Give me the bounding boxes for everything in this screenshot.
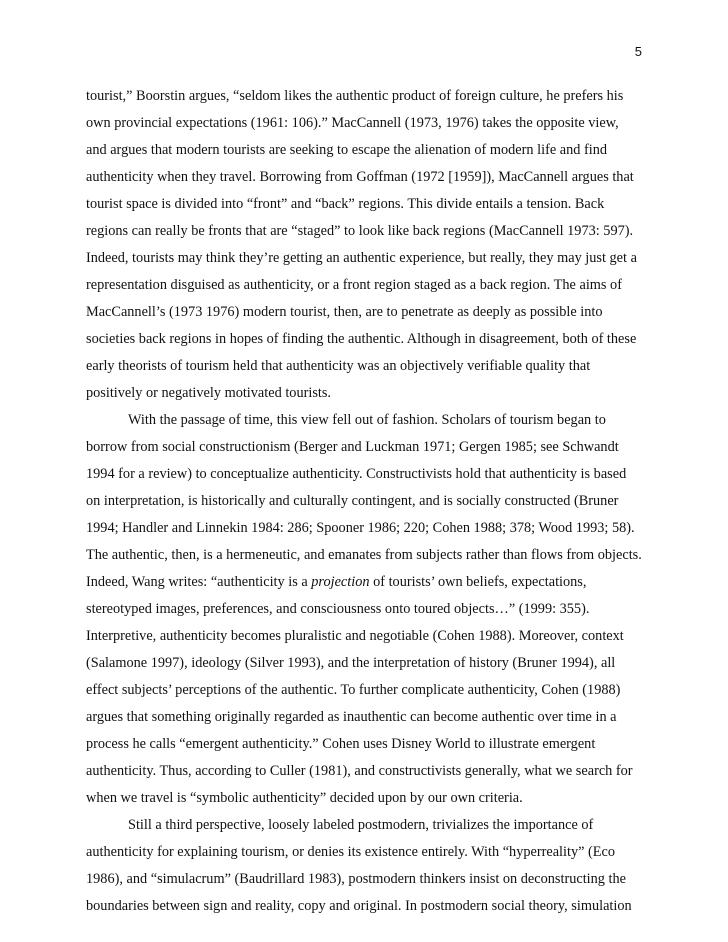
text-line	[86, 569, 643, 596]
text-line: effect subjects’ perceptions of the authentic. To further complicate authenticity, Cohen (1988)	[86, 682, 621, 698]
text-line: argues that something originally regarded as inauthentic can become authentic over time in a	[86, 709, 617, 725]
text-line: 1994 for a review) to conceptualize authenticity. Constructivists hold that authenticity is based	[86, 466, 627, 482]
text-line: Indeed, tourists may think they’re getting an authentic experience, but really, they may just get a	[86, 250, 637, 266]
page-number: 5	[634, 44, 642, 59]
text-line: authenticity. Thus, according to Culler (1981), and constructivists generally, what we search for	[86, 763, 633, 779]
text-line: authenticity for explaining tourism, or denies its existence entirely. With “hyperreality” (Eco	[86, 844, 616, 860]
text-line: borrow from social constructionism (Berger and Luckman 1971; Gergen 1985; see Schwandt	[86, 439, 619, 455]
italic-term: projection	[311, 574, 370, 590]
text-line: regions can really be fronts that are “staged” to look like back regions (MacCannell 1973: 597).	[86, 223, 634, 239]
text-line: on interpretation, is historically and culturally contingent, and is socially constructed (Bruner	[86, 493, 619, 509]
text-line: and argues that modern tourists are seeking to escape the alienation of modern life and find	[86, 142, 608, 158]
text-line: Still a third perspective, loosely labeled postmodern, trivializes the importance of	[128, 817, 594, 833]
text-line: early theorists of tourism held that authenticity was an objectively verifiable quality that	[86, 358, 591, 374]
text-line: boundaries between sign and reality, copy and original. In postmodern social theory, simulation	[86, 898, 632, 914]
text-line: when we travel is “symbolic authenticity” decided upon by our own criteria.	[86, 790, 523, 806]
text-line: Interpretive, authenticity becomes pluralistic and negotiable (Cohen 1988). Moreover, context	[86, 628, 624, 644]
text-line: positively or negatively motivated tourists.	[86, 385, 331, 401]
text-segment: Indeed, Wang writes: “authenticity is a	[86, 574, 312, 590]
text-line: 1986), and “simulacrum” (Baudrillard 1983), postmodern thinkers insist on deconstructing the	[86, 871, 626, 887]
text-line: societies back regions in hopes of finding the authentic. Although in disagreement, both of these	[86, 331, 637, 347]
text-line: representation disguised as authenticity, or a front region staged as a back region. The aims of	[86, 277, 622, 293]
text-line: With the passage of time, this view fell out of fashion. Scholars of tourism began to	[128, 412, 606, 428]
text-line: tourist,” Boorstin argues, “seldom likes the authentic product of foreign culture, he prefers his	[86, 88, 624, 104]
text-line: own provincial expectations (1961: 106).” MacCannell (1973, 1976) takes the opposite view,	[86, 115, 619, 131]
text-line: MacCannell’s (1973 1976) modern tourist, then, are to penetrate as deeply as possible into	[86, 304, 603, 320]
text-line: 1994; Handler and Linnekin 1984: 286; Spooner 1986; 220; Cohen 1988; 378; Wood 1993; 58).	[86, 520, 635, 536]
text-segment: of tourists’ own beliefs, expectations,	[369, 574, 587, 590]
text-line: process he calls “emergent authenticity.” Cohen uses Disney World to illustrate emergent	[86, 736, 596, 752]
text-line: tourist space is divided into “front” and “back” regions. This divide entails a tension. Back	[86, 196, 605, 212]
text-line: The authentic, then, is a hermeneutic, and emanates from subjects rather than flows from objects.	[86, 547, 642, 563]
body-text	[86, 83, 643, 920]
text-line: authenticity when they travel. Borrowing from Goffman (1972 [1959]), MacCannell argues that	[86, 169, 634, 185]
text-line: stereotyped images, preferences, and consciousness onto toured objects…” (1999: 355).	[86, 601, 590, 617]
text-line: (Salamone 1997), ideology (Silver 1993), and the interpretation of history (Bruner 1994), all	[86, 655, 616, 671]
